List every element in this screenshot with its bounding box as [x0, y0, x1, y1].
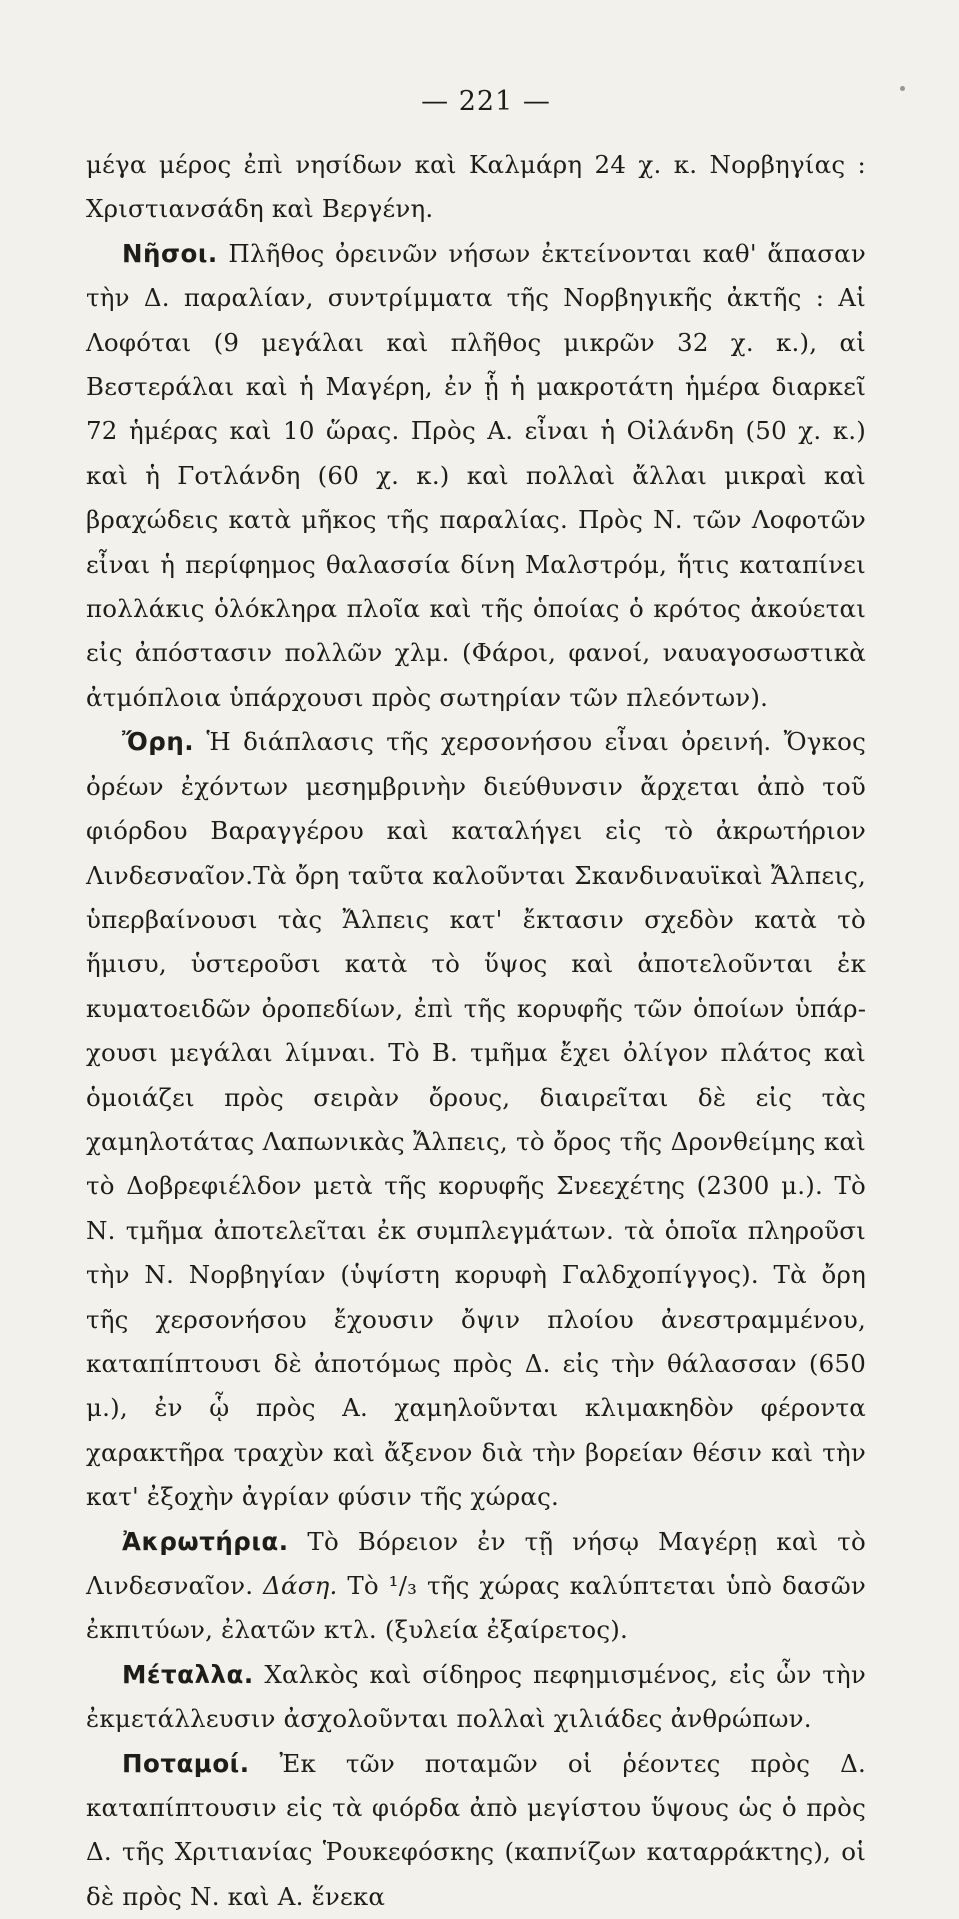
page-number: — 221 —	[421, 86, 551, 117]
section-heading-capes: Ἀκρωτήρια.	[122, 1526, 289, 1556]
paragraph-text: Ἐκ τῶν ποταμῶν οἱ ῥέοντες πρὸς Δ. καταπίπτουσιν εἰς τὰ φιόρδα ἀπὸ μεγίστου ὕψους ὡς ὁ πρὸς Δ. τῆς Χριτιανίας Ῥουκεφόσκης (καπνίζων καταρράκτης), οἱ δὲ πρὸς Ν. καὶ Α. ἕνεκα	[86, 1748, 866, 1911]
section-heading-islands: Νῆσοι.	[122, 238, 218, 268]
paragraph-text: Τὸ ¹/₃ τῆς χώρας καλύπτεται ὑπὸ δασῶν ἐκπιτύων, ἐλατῶν κτλ. (ξυλεία ἐξαίρετος).	[86, 1571, 866, 1645]
paragraph-text: Πλῆθος ὀρεινῶν νήσων ἐκτείνονται καθ' ἅπασαν τὴν Δ. παραλίαν, συντρίμματα τῆς Νορβηγικῆς ἀκτῆς : Αἱ Λοφόται (9 μεγάλαι καὶ πλῆθος μικρῶν 32 χ. κ.), αἱ Βεστεράλαι καὶ ἡ Μαγέρη, ἐν ᾗ ἡ μακροτάτη ἡμέρα διαρκεῖ 72 ἡμέρας καὶ 10 ὥρας. Πρὸς Α. εἶναι ἡ Οἰλάνδη (50 χ. κ.) καὶ ἡ Γοτλάνδη (60 χ. κ.) καὶ πολλαὶ ἄλλαι μικραὶ καὶ βραχώδεις κατὰ μῆκος τῆς παραλίας. Πρὸς Ν. τῶν Λοφοτῶν εἶναι ἡ περίφημος θαλασσία δίνη Μαλστρόμ, ἥτις καταπίνει πολλάκις ὁλόκληρα πλοῖα καὶ τῆς ὁποίας ὁ κρότος ἀκούεται εἰς ἀπόστασιν πολλῶν χλμ. (Φάροι, φανοί, ναυαγοσωστικὰ ἀτμόπλοια ὑπάρχουσι πρὸς σωτηρίαν τῶν πλεόντων).	[86, 238, 866, 712]
paragraph-islands	[86, 232, 866, 720]
book-page	[86, 86, 866, 1919]
paragraph-text: Τὸ Βόρειον ἐν τῇ νήσῳ Μαγέρῃ καὶ τὸ Λινδεσναῖον.	[86, 1526, 866, 1600]
paragraph-rivers	[86, 1742, 866, 1919]
paragraph-metals	[86, 1653, 866, 1742]
paragraph-text: Χαλκὸς καὶ σίδηρος πεφημισμένος, εἰς ὧν τὴν ἐκμετάλλευσιν ἀσχολοῦνται πολλαὶ χιλιάδες ἀνθρώπων.	[86, 1659, 866, 1734]
paragraph-mountains	[86, 720, 866, 1519]
section-heading-mountains: Ὄρη.	[122, 727, 195, 757]
paragraph-text: μέγα μέρος ἐπὶ νησίδων καὶ Καλμάρη 24 χ. κ. Νορβηγίας : Χριστιανσάδη καὶ Βεργένη.	[86, 150, 866, 224]
subheading-forests: Δάση.	[263, 1571, 338, 1600]
section-heading-rivers: Ποταμοί.	[122, 1748, 250, 1778]
paragraph-text: Ἡ διάπλασις τῆς χερσονήσου εἶναι ὀρεινή. Ὄγκος ὀρέων ἐχόντων μεσημβρινὴν διεύθυνσιν ἄρχεται ἀπὸ τοῦ φιόρδου Βαραγγέρου καὶ καταλήγει εἰς τὸ ἀκρωτήριον Λινδεσναῖον.Τὰ ὄρη ταῦτα καλοῦνται Σκανδιναυϊκαὶ Ἄλπεις, ὑπερβαίνουσι τὰς Ἄλπεις κατ' ἔκτασιν σχεδὸν κατὰ τὸ ἥμισυ, ὑστεροῦσι κατὰ τὸ ὕψος καὶ ἀποτελοῦνται ἐκ κυματοειδῶν ὀροπεδίων, ἐπὶ τῆς κορυφῆς τῶν ὁποίων ὑπάρχουσι μεγάλαι λίμναι. Τὸ Β. τμῆμα ἔχει ὀλίγον πλάτος καὶ ὁμοιάζει πρὸς σειρὰν ὄρους, διαιρεῖται δὲ εἰς τὰς χαμηλοτάτας Λαπωνικὰς Ἄλπεις, τὸ ὄρος τῆς Δρονθείμης καὶ τὸ Δοβρεφιέλδον μετὰ τῆς κορυφῆς Σνεεχέτης (2300 μ.). Τὸ Ν. τμῆμα ἀποτελεῖται ἐκ συμπλεγμάτων. τὰ ὁποῖα πληροῦσι τὴν Ν. Νορβηγίαν (ὑψίστη κορυφὴ Γαλδχοπίγγος). Τὰ ὄρη τῆς χερσονήσου ἔχουσιν ὄψιν πλοίου ἀνεστραμμένου, καταπίπτουσι δὲ ἀποτόμως πρὸς Δ. εἰς τὴν θάλασσαν (650 μ.), ἐν ᾧ πρὸς Α. χαμηλοῦνται κλιμακηδὸν φέροντα χαρακτῆρα τραχὺν καὶ ἄξενον διὰ τὴν βορείαν θέσιν καὶ τὴν κατ' ἐξοχὴν ἀγρίαν φύσιν τῆς χώρας.	[86, 727, 866, 1512]
print-speck	[900, 86, 905, 91]
paragraph-capes	[86, 1520, 866, 1653]
paragraph-continuation	[86, 143, 866, 232]
page-body	[86, 143, 866, 1919]
section-heading-metals: Μέταλλα.	[122, 1659, 254, 1689]
